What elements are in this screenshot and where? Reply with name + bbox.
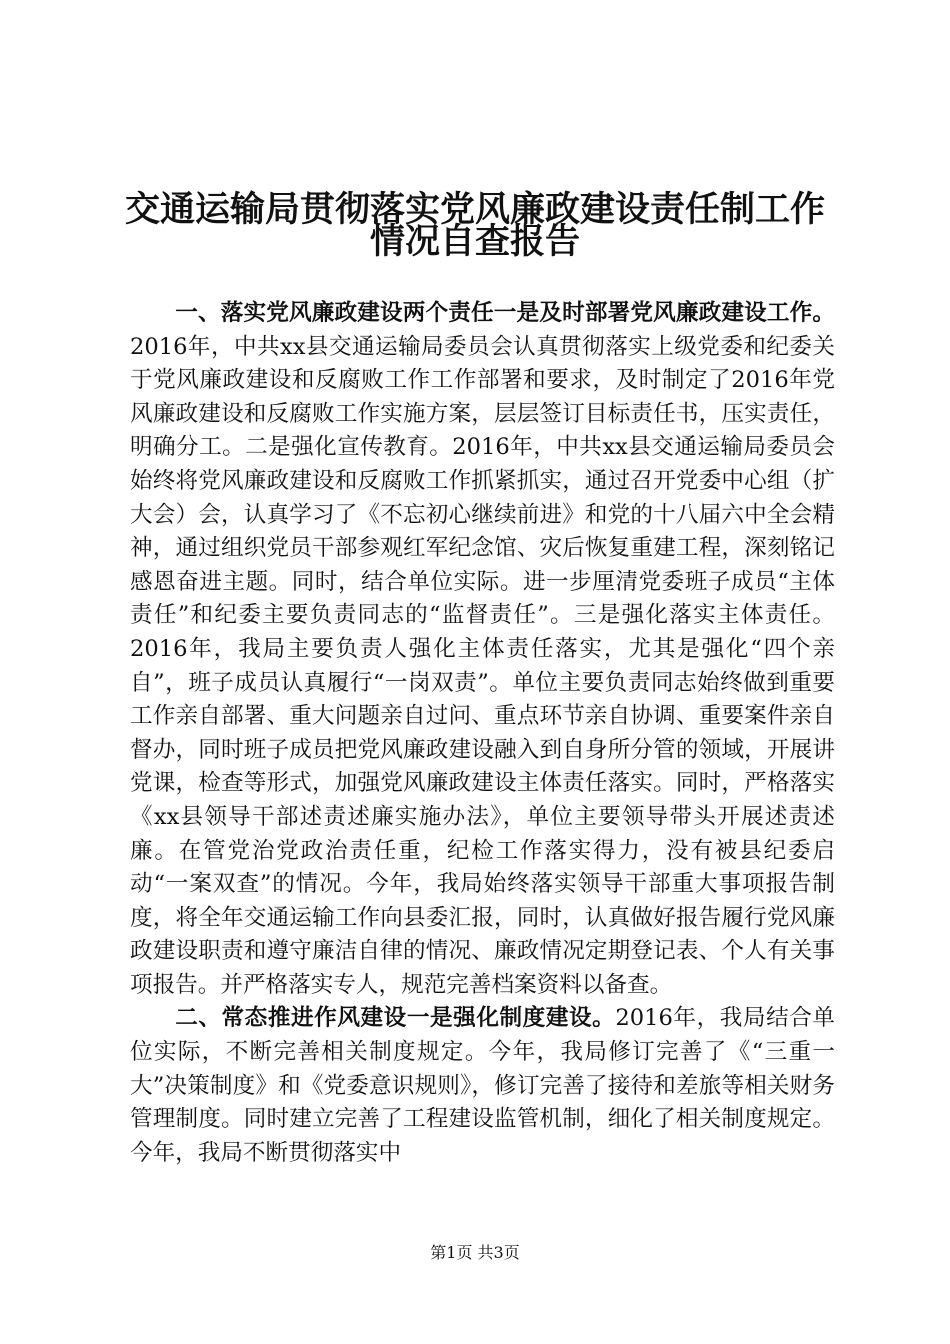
section1-heading: 一、落实党风廉政建设两个责任一是及时部署党风廉政建设工作。 (175, 300, 835, 326)
document-title-line1: 交通运输局贯彻落实党风廉政建设责任制工作 (124, 189, 825, 230)
document-title-line2: 情况自查报告 (369, 221, 580, 262)
page-number-footer: 第1页 共3页 (430, 1243, 520, 1262)
paragraph-section2 (130, 1002, 835, 1170)
section2-body: 2016年，我局结合单位实际，不断完善相关制度规定。今年，我局修订完善了《“三重一大”决策制度》和《党委意识规则》，修订完善了接待和差旅等相关财务管理制度。同时建立完善了工程建设监管机制，细化了相关制度规定。今年，我局不断贯彻落实中 (130, 1005, 836, 1166)
paragraph-section1 (130, 297, 835, 1002)
section2-heading: 二、常态推进作风建设一是强化制度建设。 (175, 1005, 616, 1032)
document-body (130, 297, 835, 1170)
section1-body: 2016年，中共xx县交通运输局委员会认真贯彻落实上级党委和纪委关于党风廉政建设和反腐败工作工作部署和要求，及时制定了2016年党风廉政建设和反腐败工作实施方案，层层签订目标责任书，压实责任，明确分工。二是强化宣传教育。2016年，中共xx县交通运输局委员会始终将党风廉政建设和反腐败工作抓紧抓实，通过召开党委中心组（扩大会）会，认真学习了《不忘初心继续前进》和党的十八届六中全会精神，通过组织党员干部参观红军纪念馆、灾后恢复重建工程，深刻铭记感恩奋进主题。同时，结合单位实际。进一步厘清党委班子成员“主体责任”和纪委主要负责同志的“监督责任”。三是强化落实主体责任。2016年，我局主要负责人强化主体责任落实，尤其是强化“四个亲自”，班子成员认真履行“一岗双责”。单位主要负责同志始终做到重要工作亲自部署、重大问题亲自过问、重点环节亲自协调、重要案件亲自督办，同时班子成员把党风廉政建设融入到自身所分管的领域，开展讲党课，检查等形式，加强党风廉政建设主体责任落实。同时，严格落实《xx县领导干部述责述廉实施办法》，单位主要领导带头开展述责述廉。在管党治党政治责任重，纪检工作落实得力，没有被县纪委启动“一案双查”的情况。今年，我局始终落实领导干部重大事项报告制度，将全年交通运输工作向县委汇报，同时，认真做好报告履行党风廉政建设职责和遵守廉洁自律的情况、廉政情况定期登记表、个人有关事项报告。并严格落实专人，规范完善档案资料以备查。 (130, 333, 835, 998)
